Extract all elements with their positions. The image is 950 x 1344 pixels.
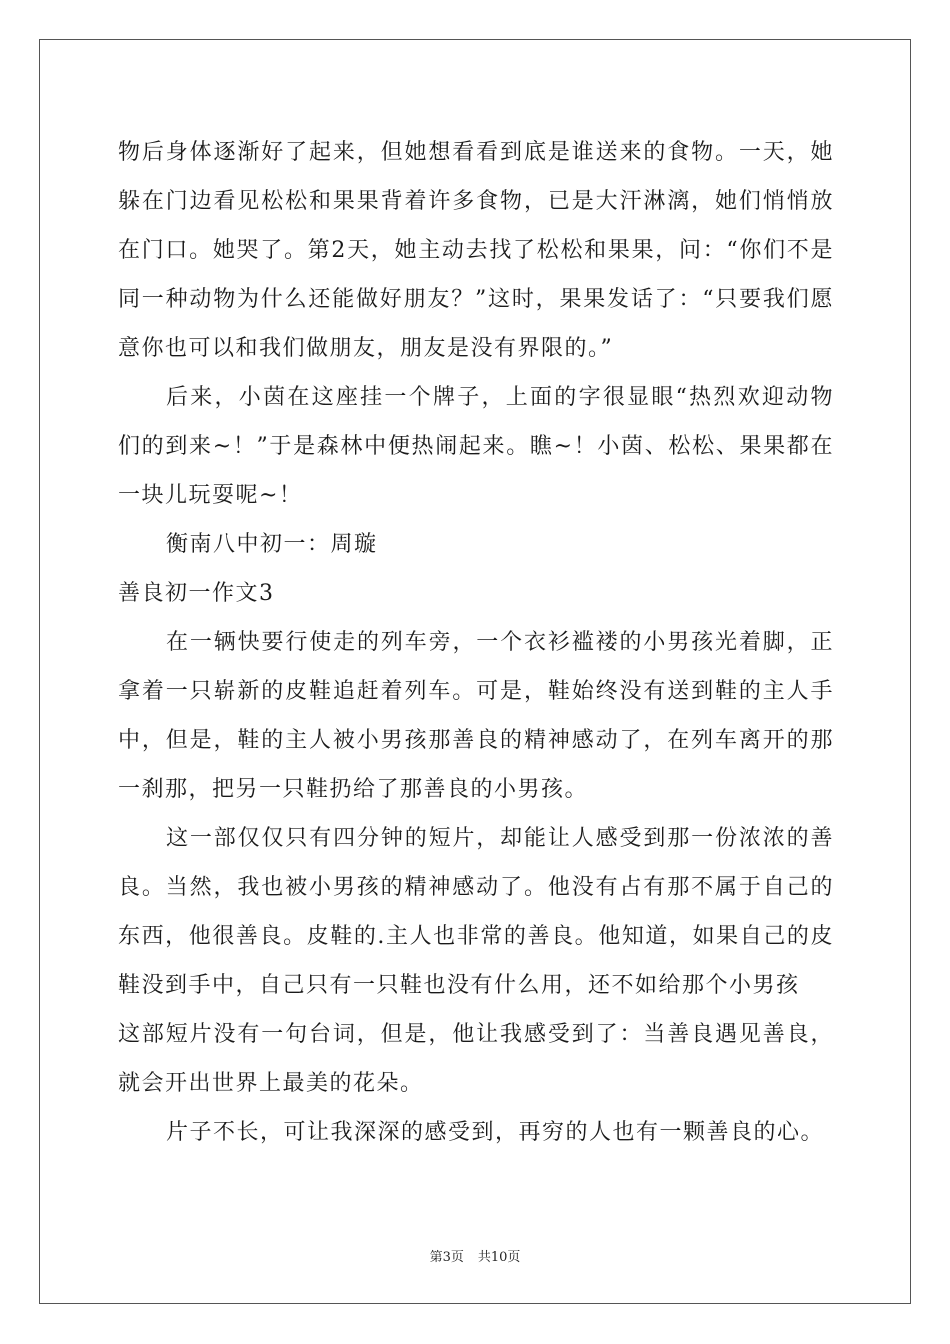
- author-line: 衡南八中初一：周璇: [166, 532, 378, 557]
- paragraph-5: 这部短片没有一句台词，但是，他让我感受到了：当善良遇见善良，就会开出世界上最美的花朵。: [118, 1022, 834, 1096]
- document-body: [118, 128, 834, 1157]
- paragraph-3: 在一辆快要行使走的列车旁，一个衣衫褴褛的小男孩光着脚，正拿着一只崭新的皮鞋追赶着列车。可是，鞋始终没有送到鞋的主人手中，但是，鞋的主人被小男孩那善良的精神感动了，在列车离开的那一刹那，把另一只鞋扔给了那善良的小男孩。: [118, 630, 834, 802]
- paragraph-4: 这一部仅仅只有四分钟的短片，却能让人感受到那一份浓浓的善良。当然，我也被小男孩的精神感动了。他没有占有那不属于自己的东西，他很善良。皮鞋的.主人也非常的善良。他知道，如果自己的皮鞋没到手中，自己只有一只鞋也没有什么用，还不如给那个小男孩: [118, 826, 834, 998]
- section-title: 善良初一作文3: [118, 581, 275, 606]
- page-footer: [0, 1246, 950, 1265]
- page-total: 共10页: [477, 1250, 521, 1265]
- page-number: 第3页: [429, 1250, 464, 1265]
- paragraph-2: 后来，小茵在这座挂一个牌子，上面的字很显眼“热烈欢迎动物们的到来~！”于是森林中便热闹起来。瞧~！小茵、松松、果果都在一块儿玩耍呢~！: [118, 385, 834, 508]
- paragraph-6: 片子不长，可让我深深的感受到，再穷的人也有一颗善良的心。: [166, 1120, 825, 1145]
- paragraph-1: 物后身体逐渐好了起来，但她想看看到底是谁送来的食物。一天，她躲在门边看见松松和果果背着许多食物，已是大汗淋漓，她们悄悄放在门口。她哭了。第2天，她主动去找了松松和果果，问：“你们不是同一种动物为什么还能做好朋友？”这时，果果发话了：“只要我们愿意你也可以和我们做朋友，朋友是没有界限的。”: [118, 140, 834, 361]
